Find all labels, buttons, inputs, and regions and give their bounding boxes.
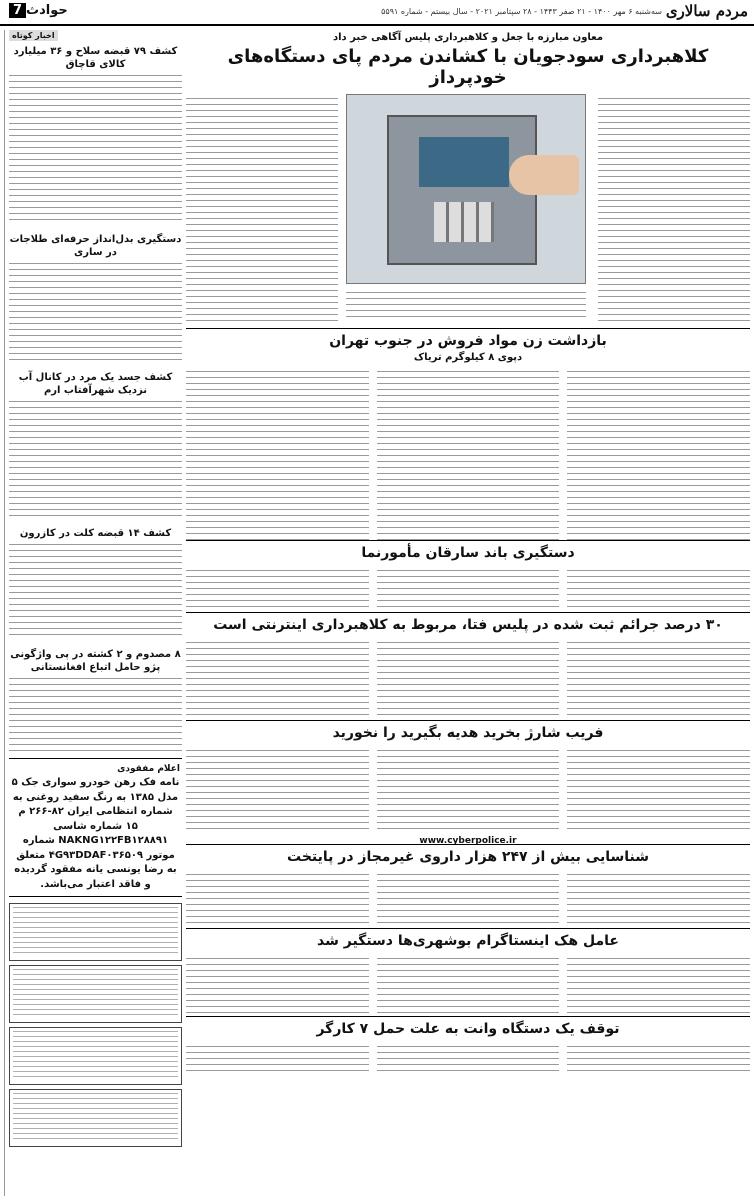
story-headline: شناسایی بیش از ۲۴۷ هزار داروی غیرمجاز در پایتخت: [287, 849, 649, 865]
notice-body: نامه فک رهن خودرو سواری جک ۵ مدل ۱۳۸۵ به رنگ سفید روغنی به شماره انتظامی ایران ۸۲-۲۶۶ م ۱۵ شماره شاسی NAKNG۱۲۲FB۱۲۸۸۹۱ شماره موتور ۴G۹۳DDAF۰۳۶۵۰۹ متعلق به رضا یونسی یانه مفقود گردیده و فاقد اعتبار می‌باشد.: [11, 777, 180, 890]
date-line: سه‌شنبه ۶ مهر ۱۴۰۰ - ۲۱ صفر ۱۴۴۳ - ۲۸ سپتامبر ۲۰۲۱ - سال بیستم - شماره ۵۵۹۱: [381, 7, 662, 16]
masthead: [0, 0, 754, 26]
story: [186, 844, 750, 924]
story-headline: عامل هک اینستاگرام بوشهری‌ها دستگیر شد: [317, 933, 619, 949]
lead-story: [186, 94, 750, 324]
story: [186, 928, 750, 1012]
article-body: [9, 75, 182, 225]
sidebar-headline: ۸ مصدوم و ۲ کشته در پی واژگونی پژو حامل اتباع افغانستانی: [10, 649, 181, 673]
sidebar-news-column: [4, 30, 182, 1196]
article-body: [9, 263, 182, 363]
story: [186, 720, 750, 847]
section-name: حوادث: [26, 3, 68, 18]
hand-icon: [509, 155, 579, 195]
story-headline: ۳۰ درصد جرائم ثبت شده در پلیس فتا، مربوط به کلاهبرداری اینترنتی است: [213, 617, 723, 633]
classified-ad: [9, 965, 182, 1023]
page-number: 7: [9, 3, 26, 18]
photo-caption: [346, 288, 586, 326]
classified-ad: [9, 1027, 182, 1085]
story: [186, 612, 750, 716]
story-subheadline: دپوی ۸ کیلوگرم تریاک: [413, 352, 523, 364]
story-headline: دستگیری باند سارقان مأمورنما: [361, 545, 575, 561]
cyberpolice-url: www.cyberpolice.ir: [419, 836, 517, 847]
lead-headline: کلاهبرداری سودجویان با کشاندن مردم پای دستگاه‌های خودپرداز: [227, 46, 709, 88]
notice-title: اعلام مفقودی: [117, 764, 180, 774]
story-headline: توقف یک دستگاه وانت به علت حمل ۷ کارگر: [316, 1021, 620, 1037]
article-body: [598, 94, 750, 324]
sidebar-headline: کشف ۷۹ قبضه سلاح و ۳۶ میلیارد کالای قاچاق: [13, 46, 178, 70]
article-body: [9, 678, 182, 752]
main-news-area: [186, 30, 750, 1196]
sidebar-headline: کشف جسد یک مرد در کانال آب نزدیک شهرآفتاب ارم: [18, 372, 173, 396]
classified-ad: [9, 1089, 182, 1147]
lost-document-notice: [9, 758, 182, 897]
sidebar-headline: کشف ۱۴ قبضه کلت در کازرون: [19, 528, 172, 539]
sidebar-headline: دستگیری بدل‌انداز حرفه‌ای طلاجات در ساری: [9, 234, 182, 258]
classified-ads: [9, 903, 182, 1147]
story: [186, 1016, 750, 1072]
story-headline: فریب شارژ بخرید هدیه بگیرید را نخورید: [332, 725, 604, 741]
sidebar-tag: اخبار کوتاه: [9, 30, 58, 41]
paper-name: مردم سالاری: [665, 2, 748, 20]
article-body: [9, 401, 182, 519]
atm-machine-icon: [387, 115, 537, 265]
story: [186, 540, 750, 608]
classified-ad: [9, 903, 182, 961]
lead-kicker: معاون مبارزه با جعل و کلاهبرداری پلیس آگاهی خبر داد: [332, 32, 604, 43]
article-body: [186, 94, 338, 324]
article-body: [9, 544, 182, 640]
story-headline: بازداشت زن مواد فروش در جنوب تهران: [329, 333, 607, 349]
story: [186, 328, 750, 536]
section-label: [6, 3, 68, 18]
atm-photo: [346, 94, 586, 284]
